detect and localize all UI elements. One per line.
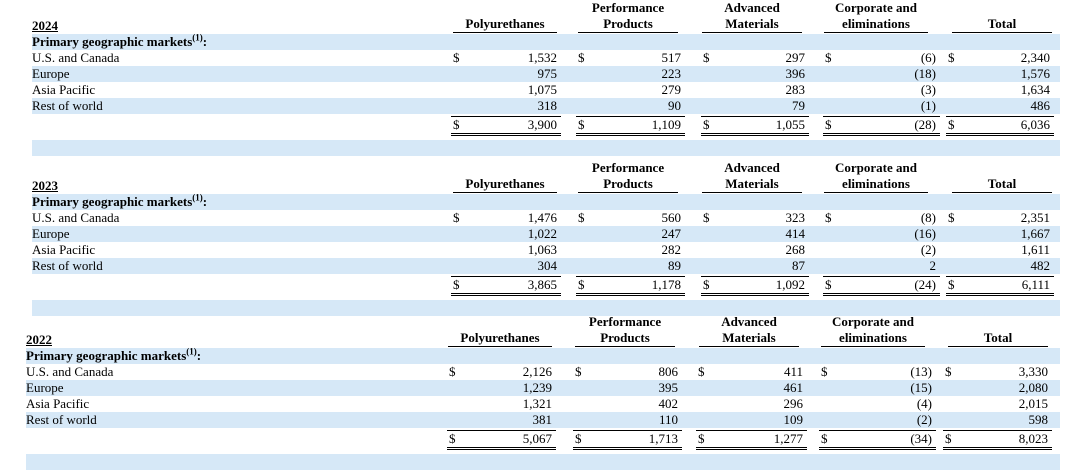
total-double-rule bbox=[701, 290, 809, 296]
cell-value: 2,351 bbox=[1020, 210, 1050, 225]
header-total-underline bbox=[952, 192, 1052, 193]
currency-symbol: $ bbox=[449, 431, 456, 446]
cell-value: (18) bbox=[914, 66, 936, 81]
subtotal-rule bbox=[451, 116, 561, 117]
cell-value: 1,022 bbox=[527, 226, 557, 241]
total-double-rule bbox=[946, 290, 1054, 296]
row-label: Asia Pacific bbox=[32, 242, 96, 257]
section-label bbox=[32, 194, 207, 210]
total-double-rule bbox=[576, 290, 685, 296]
total-double-rule bbox=[823, 290, 940, 296]
section-2024 bbox=[0, 0, 1080, 160]
total-value: 6,111 bbox=[1021, 277, 1050, 292]
header-polyurethanes-underline bbox=[453, 192, 557, 193]
cell-value: 283 bbox=[785, 82, 805, 97]
header-total-line-0: Total bbox=[987, 176, 1017, 191]
header-total-underline bbox=[948, 346, 1048, 347]
row-label: Europe bbox=[32, 66, 70, 81]
header-advanced-materials-line-0: Advanced bbox=[724, 160, 780, 175]
currency-symbol: $ bbox=[578, 117, 585, 132]
year-label: 2022 bbox=[26, 332, 52, 347]
colon: : bbox=[202, 34, 208, 49]
header-polyurethanes bbox=[453, 176, 557, 192]
cell-value: (8) bbox=[920, 210, 936, 225]
total-double-rule bbox=[451, 130, 561, 136]
header-performance-products-line-1: Products bbox=[603, 16, 653, 31]
currency-symbol: $ bbox=[945, 431, 952, 446]
header-corporate-eliminations-line-1: eliminations bbox=[839, 330, 907, 345]
header-corporate-eliminations-line-1: eliminations bbox=[842, 176, 910, 191]
header-corporate-eliminations-line-0: Corporate and bbox=[832, 314, 914, 329]
currency-symbol: $ bbox=[948, 117, 955, 132]
cell-value: 3,330 bbox=[1018, 364, 1048, 379]
currency-symbol: $ bbox=[578, 277, 585, 292]
header-performance-products-underline bbox=[578, 192, 678, 193]
cell-value: 1,063 bbox=[527, 242, 557, 257]
colon: : bbox=[196, 348, 202, 363]
header-corporate-eliminations bbox=[824, 0, 928, 32]
row-label: Asia Pacific bbox=[26, 396, 90, 411]
currency-symbol: $ bbox=[821, 431, 828, 446]
cell-value: 1,667 bbox=[1020, 226, 1050, 241]
header-polyurethanes-line-0: Polyurethanes bbox=[465, 16, 545, 31]
currency-symbol: $ bbox=[945, 364, 952, 379]
subtotal-rule bbox=[823, 276, 940, 277]
currency-symbol: $ bbox=[703, 117, 710, 132]
cell-value: 89 bbox=[668, 258, 681, 273]
header-advanced-materials-line-1: Materials bbox=[725, 176, 779, 191]
header-corporate-eliminations-underline bbox=[824, 32, 928, 33]
total-double-rule bbox=[447, 444, 556, 450]
section-label-text: Primary geographic markets bbox=[32, 194, 193, 209]
currency-symbol: $ bbox=[575, 431, 582, 446]
cell-value: 2 bbox=[929, 258, 936, 273]
header-performance-products-underline bbox=[575, 346, 675, 347]
header-advanced-materials-line-0: Advanced bbox=[721, 314, 777, 329]
currency-symbol: $ bbox=[821, 364, 828, 379]
currency-symbol: $ bbox=[698, 364, 705, 379]
header-advanced-materials bbox=[702, 0, 802, 32]
cell-value: 79 bbox=[792, 98, 805, 113]
subtotal-rule bbox=[573, 430, 682, 431]
cell-value: 2,080 bbox=[1018, 380, 1048, 395]
currency-symbol: $ bbox=[449, 364, 456, 379]
cell-value: (15) bbox=[910, 380, 932, 395]
cell-value: (2) bbox=[916, 412, 932, 427]
cell-value: (1) bbox=[920, 98, 936, 113]
header-corporate-eliminations-line-0: Corporate and bbox=[835, 0, 917, 15]
cell-value: 1,634 bbox=[1020, 82, 1050, 97]
cell-value: 282 bbox=[661, 242, 681, 257]
header-corporate-eliminations bbox=[821, 314, 925, 346]
currency-symbol: $ bbox=[703, 277, 710, 292]
cell-value: (6) bbox=[920, 50, 936, 65]
section-2022 bbox=[0, 314, 1080, 474]
cell-value: 1,239 bbox=[522, 380, 552, 395]
cell-value: 323 bbox=[785, 210, 805, 225]
cell-value: 411 bbox=[783, 364, 803, 379]
header-performance-products bbox=[578, 160, 678, 192]
footnote-marker: (1) bbox=[192, 192, 203, 203]
cell-value: 1,075 bbox=[527, 82, 557, 97]
total-value: 5,067 bbox=[522, 431, 552, 446]
header-advanced-materials-underline bbox=[699, 346, 799, 347]
subtotal-rule bbox=[946, 276, 1054, 277]
header-total-line-0: Total bbox=[987, 16, 1017, 31]
row-label: U.S. and Canada bbox=[26, 364, 114, 379]
cell-value: (13) bbox=[910, 364, 932, 379]
currency-symbol: $ bbox=[575, 364, 582, 379]
total-double-rule bbox=[823, 130, 940, 136]
currency-symbol: $ bbox=[948, 50, 955, 65]
total-value: 3,865 bbox=[527, 277, 557, 292]
total-double-rule bbox=[943, 444, 1052, 450]
header-advanced-materials-line-1: Materials bbox=[725, 16, 779, 31]
total-double-rule bbox=[573, 444, 682, 450]
total-double-rule bbox=[576, 130, 685, 136]
cell-value: 560 bbox=[661, 210, 681, 225]
total-value: 1,178 bbox=[651, 277, 681, 292]
header-performance-products-underline bbox=[578, 32, 678, 33]
cell-value: 223 bbox=[661, 66, 681, 81]
total-value: 1,092 bbox=[775, 277, 805, 292]
header-corporate-eliminations-underline bbox=[824, 192, 928, 193]
header-advanced-materials-line-1: Materials bbox=[722, 330, 776, 345]
header-polyurethanes bbox=[448, 330, 552, 346]
cell-value: (2) bbox=[920, 242, 936, 257]
cell-value: 268 bbox=[785, 242, 805, 257]
year-label: 2023 bbox=[32, 178, 58, 193]
cell-value: 975 bbox=[537, 66, 557, 81]
header-corporate-eliminations-underline bbox=[821, 346, 925, 347]
header-total-line-0: Total bbox=[983, 330, 1013, 345]
cell-value: 279 bbox=[661, 82, 681, 97]
cell-value: 2,126 bbox=[522, 364, 552, 379]
total-value: (34) bbox=[910, 431, 932, 446]
subtotal-rule bbox=[946, 116, 1054, 117]
row-label: Europe bbox=[32, 226, 70, 241]
cell-value: 1,576 bbox=[1020, 66, 1050, 81]
header-performance-products-line-1: Products bbox=[600, 330, 650, 345]
header-total-underline bbox=[952, 32, 1052, 33]
header-polyurethanes-line-0: Polyurethanes bbox=[465, 176, 545, 191]
cell-value: 1,321 bbox=[522, 396, 552, 411]
row-label: Asia Pacific bbox=[32, 82, 96, 97]
currency-symbol: $ bbox=[578, 210, 585, 225]
subtotal-rule bbox=[823, 116, 940, 117]
subtotal-rule bbox=[576, 276, 685, 277]
section-2023 bbox=[0, 160, 1080, 320]
row-label: Rest of world bbox=[26, 412, 97, 427]
cell-value: 806 bbox=[658, 364, 678, 379]
cell-value: 110 bbox=[658, 412, 678, 427]
total-value: (24) bbox=[914, 277, 936, 292]
cell-value: (4) bbox=[916, 396, 932, 411]
header-polyurethanes-underline bbox=[448, 346, 552, 347]
currency-symbol: $ bbox=[453, 210, 460, 225]
footnote-marker: (1) bbox=[186, 346, 197, 357]
total-value: 6,036 bbox=[1020, 117, 1050, 132]
subtotal-rule bbox=[696, 430, 807, 431]
header-advanced-materials bbox=[699, 314, 799, 346]
subtotal-rule bbox=[447, 430, 556, 431]
cell-value: 318 bbox=[537, 98, 557, 113]
year-label: 2024 bbox=[32, 18, 58, 33]
header-performance-products-line-0: Performance bbox=[591, 160, 665, 175]
currency-symbol: $ bbox=[825, 117, 832, 132]
header-advanced-materials-underline bbox=[702, 192, 802, 193]
cell-value: 2,015 bbox=[1018, 396, 1048, 411]
header-polyurethanes bbox=[453, 16, 557, 32]
section-label-text: Primary geographic markets bbox=[26, 348, 187, 363]
currency-symbol: $ bbox=[453, 50, 460, 65]
currency-symbol: $ bbox=[453, 277, 460, 292]
total-value: 1,109 bbox=[651, 117, 681, 132]
cell-value: 395 bbox=[658, 380, 678, 395]
currency-symbol: $ bbox=[825, 277, 832, 292]
currency-symbol: $ bbox=[825, 210, 832, 225]
row-label: Rest of world bbox=[32, 258, 103, 273]
header-corporate-eliminations bbox=[824, 160, 928, 192]
total-value: (28) bbox=[914, 117, 936, 132]
cell-value: 1,532 bbox=[527, 50, 557, 65]
total-value: 1,277 bbox=[773, 431, 803, 446]
subtotal-rule bbox=[819, 430, 936, 431]
cell-value: 87 bbox=[792, 258, 805, 273]
cell-value: (16) bbox=[914, 226, 936, 241]
cell-value: 2,340 bbox=[1020, 50, 1050, 65]
cell-value: 517 bbox=[661, 50, 681, 65]
cell-value: (3) bbox=[920, 82, 936, 97]
section-label bbox=[26, 348, 201, 364]
total-value: 1,713 bbox=[648, 431, 678, 446]
cell-value: 109 bbox=[783, 412, 803, 427]
row-band bbox=[32, 140, 1060, 156]
header-performance-products-line-0: Performance bbox=[591, 0, 665, 15]
cell-value: 486 bbox=[1030, 98, 1050, 113]
total-value: 8,023 bbox=[1018, 431, 1048, 446]
header-polyurethanes-underline bbox=[453, 32, 557, 33]
cell-value: 247 bbox=[661, 226, 681, 241]
section-label bbox=[32, 34, 207, 50]
header-performance-products-line-1: Products bbox=[603, 176, 653, 191]
currency-symbol: $ bbox=[453, 117, 460, 132]
cell-value: 296 bbox=[783, 396, 803, 411]
currency-symbol: $ bbox=[948, 277, 955, 292]
subtotal-rule bbox=[576, 116, 685, 117]
row-label: Rest of world bbox=[32, 98, 103, 113]
cell-value: 1,476 bbox=[527, 210, 557, 225]
total-value: 1,055 bbox=[775, 117, 805, 132]
cell-value: 461 bbox=[783, 380, 803, 395]
total-double-rule bbox=[819, 444, 936, 450]
total-double-rule bbox=[946, 130, 1054, 136]
subtotal-rule bbox=[701, 116, 809, 117]
cell-value: 598 bbox=[1028, 412, 1048, 427]
header-advanced-materials-line-0: Advanced bbox=[724, 0, 780, 15]
subtotal-rule bbox=[451, 276, 561, 277]
row-band bbox=[26, 454, 1060, 470]
cell-value: 402 bbox=[658, 396, 678, 411]
currency-symbol: $ bbox=[698, 431, 705, 446]
section-label-text: Primary geographic markets bbox=[32, 34, 193, 49]
footnote-marker: (1) bbox=[192, 32, 203, 43]
cell-value: 396 bbox=[785, 66, 805, 81]
header-polyurethanes-line-0: Polyurethanes bbox=[460, 330, 540, 345]
subtotal-rule bbox=[701, 276, 809, 277]
cell-value: 414 bbox=[785, 226, 805, 241]
cell-value: 1,611 bbox=[1021, 242, 1050, 257]
total-value: 3,900 bbox=[527, 117, 557, 132]
header-corporate-eliminations-line-0: Corporate and bbox=[835, 160, 917, 175]
cell-value: 381 bbox=[532, 412, 552, 427]
subtotal-rule bbox=[943, 430, 1052, 431]
total-double-rule bbox=[701, 130, 809, 136]
total-double-rule bbox=[451, 290, 561, 296]
currency-symbol: $ bbox=[948, 210, 955, 225]
currency-symbol: $ bbox=[703, 50, 710, 65]
header-advanced-materials-underline bbox=[702, 32, 802, 33]
cell-value: 297 bbox=[785, 50, 805, 65]
header-performance-products bbox=[575, 314, 675, 346]
row-label: U.S. and Canada bbox=[32, 210, 120, 225]
cell-value: 482 bbox=[1030, 258, 1050, 273]
cell-value: 90 bbox=[668, 98, 681, 113]
total-double-rule bbox=[696, 444, 807, 450]
header-advanced-materials bbox=[702, 160, 802, 192]
header-corporate-eliminations-line-1: eliminations bbox=[842, 16, 910, 31]
currency-symbol: $ bbox=[825, 50, 832, 65]
header-total bbox=[952, 176, 1052, 192]
header-performance-products-line-0: Performance bbox=[588, 314, 662, 329]
currency-symbol: $ bbox=[578, 50, 585, 65]
currency-symbol: $ bbox=[703, 210, 710, 225]
cell-value: 304 bbox=[537, 258, 557, 273]
colon: : bbox=[202, 194, 208, 209]
header-total bbox=[952, 16, 1052, 32]
header-performance-products bbox=[578, 0, 678, 32]
row-label: U.S. and Canada bbox=[32, 50, 120, 65]
row-label: Europe bbox=[26, 380, 64, 395]
header-total bbox=[948, 330, 1048, 346]
